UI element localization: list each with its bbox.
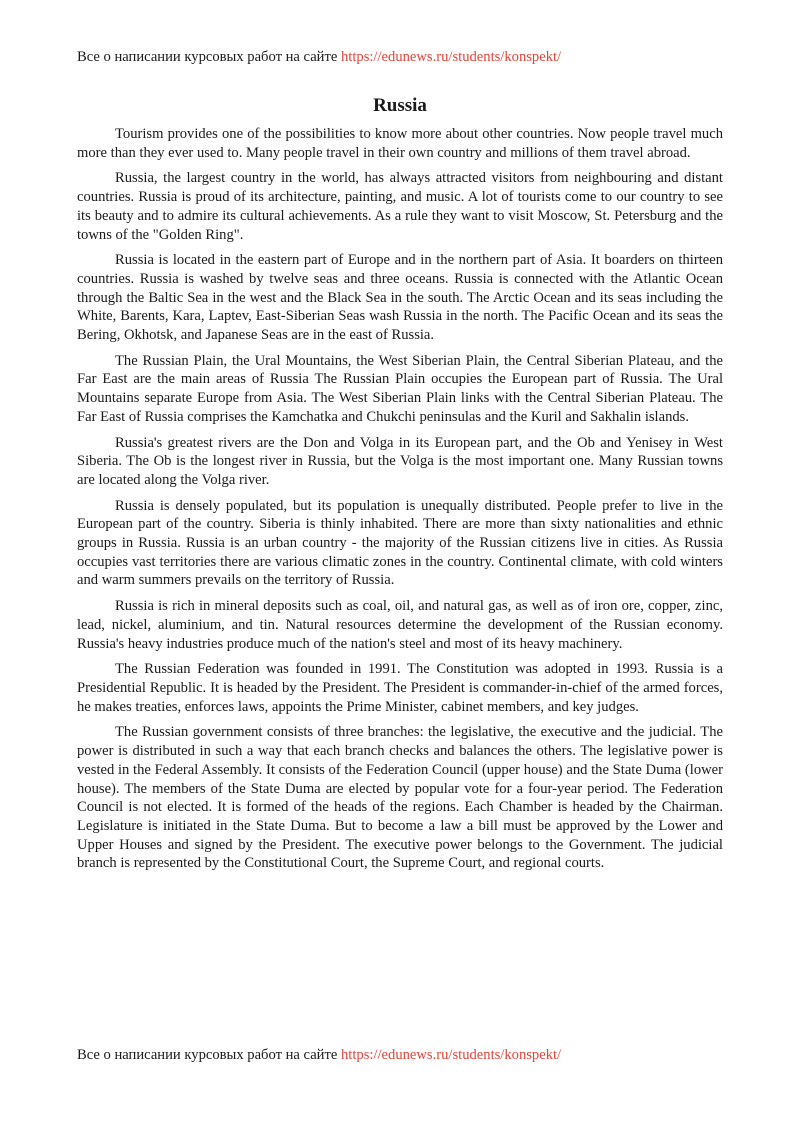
footer-link[interactable]: https://edunews.ru/students/konspekt/ bbox=[341, 1047, 562, 1063]
paragraph-largest-country: Russia, the largest country in the world, has always attracted visitors from neighbouring and distant countries. Russia is proud of its architecture, painting, and music. A lot of tourists come to our country to see its beauty and to admire its cultural achievements. As a rule they want to visit Moscow, St. Petersburg and the towns of the "Golden Ring". bbox=[77, 170, 723, 243]
document-body bbox=[77, 125, 723, 880]
paragraph-mineral-deposits: Russia is rich in mineral deposits such as coal, oil, and natural gas, as well as of iron ore, copper, zinc, lead, nickel, aluminium, and tin. Natural resources determine the development of the Russian economy. Russia's heavy industries produce much of the nation's steel and most of its heavy machinery. bbox=[77, 598, 723, 652]
paragraph-main-areas: The Russian Plain, the Ural Mountains, the West Siberian Plain, the Central Siberian Plateau, and the Far East are the main areas of Russia The Russian Plain occupies the European part of Russia. The Ural Mountains separate Europe from Asia. The West Siberian Plain links with the Central Siberian Plateau. The Far East of Russia comprises the Kamchatka and Chukchi peninsulas and the Kuril and Sakhalin islands. bbox=[77, 352, 723, 425]
page-header bbox=[77, 48, 723, 66]
footer-text: Все о написании курсовых работ на сайте bbox=[77, 1047, 341, 1063]
page-footer bbox=[77, 1046, 723, 1064]
paragraph-population: Russia is densely populated, but its population is unequally distributed. People prefer to live in the European part of the country. Siberia is thinly inhabited. There are more than sixty nationalities and ethnic groups in Russia. Russia is an urban country - the majority of the Russian citizens live in cities. As Russia occupies vast territories there are various climatic zones in the country. Continental climate, with cold winters and warm summers prevails on the territory of Russia. bbox=[77, 497, 723, 589]
paragraph-rivers: Russia's greatest rivers are the Don and Volga in its European part, and the Ob and Yenisey in West Siberia. The Ob is the longest river in Russia, but the Volga is the most important one. Many Russian towns are located along the Volga river. bbox=[77, 434, 723, 488]
paragraph-federation: The Russian Federation was founded in 1991. The Constitution was adopted in 1993. Russia is a Presidential Republic. It is headed by the President. The President is commander-in-chief of the armed forces, he makes treaties, enforces laws, appoints the Prime Minister, cabinet members, and key judges. bbox=[77, 661, 723, 715]
header-text: Все о написании курсовых работ на сайте bbox=[77, 49, 341, 65]
paragraph-location: Russia is located in the eastern part of Europe and in the northern part of Asia. It boarders on thirteen countries. Russia is washed by twelve seas and three oceans. Russia is connected with the Atlantic Ocean through the Baltic Sea in the west and the Black Sea in the south. The Arctic Ocean and its seas including the White, Barents, Kara, Laptev, East-Siberian Seas wash Russia in the north. The Pacific Ocean and its seas the Bering, Okhotsk, and Japanese Seas are in the east of Russia. bbox=[77, 252, 723, 344]
header-link[interactable]: https://edunews.ru/students/konspekt/ bbox=[341, 49, 562, 65]
paragraph-government: The Russian government consists of three branches: the legislative, the executive and the judicial. The power is distributed in such a way that each branch checks and balances the others. The legislative power is vested in the Federal Assembly. It consists of the Federation Council (upper house) and the State Duma (lower house). The members of the State Duma are elected by popular vote for a four-year period. The Federation Council is not elected. It is formed of the heads of the regions. Each Chamber is headed by the Chairman. Legislature is initiated in the State Duma. But to become a law a bill must be approved by the Lower and Upper Houses and signed by the President. The executive power belongs to the Government. The judicial branch is represented by the Constitutional Court, the Supreme Court, and regional courts. bbox=[77, 724, 723, 872]
paragraph-tourism: Tourism provides one of the possibilities to know more about other countries. Now people travel much more than they ever used to. Many people travel in their own country and millions of them travel abroad. bbox=[77, 126, 723, 161]
document-title: Russia bbox=[373, 95, 427, 116]
